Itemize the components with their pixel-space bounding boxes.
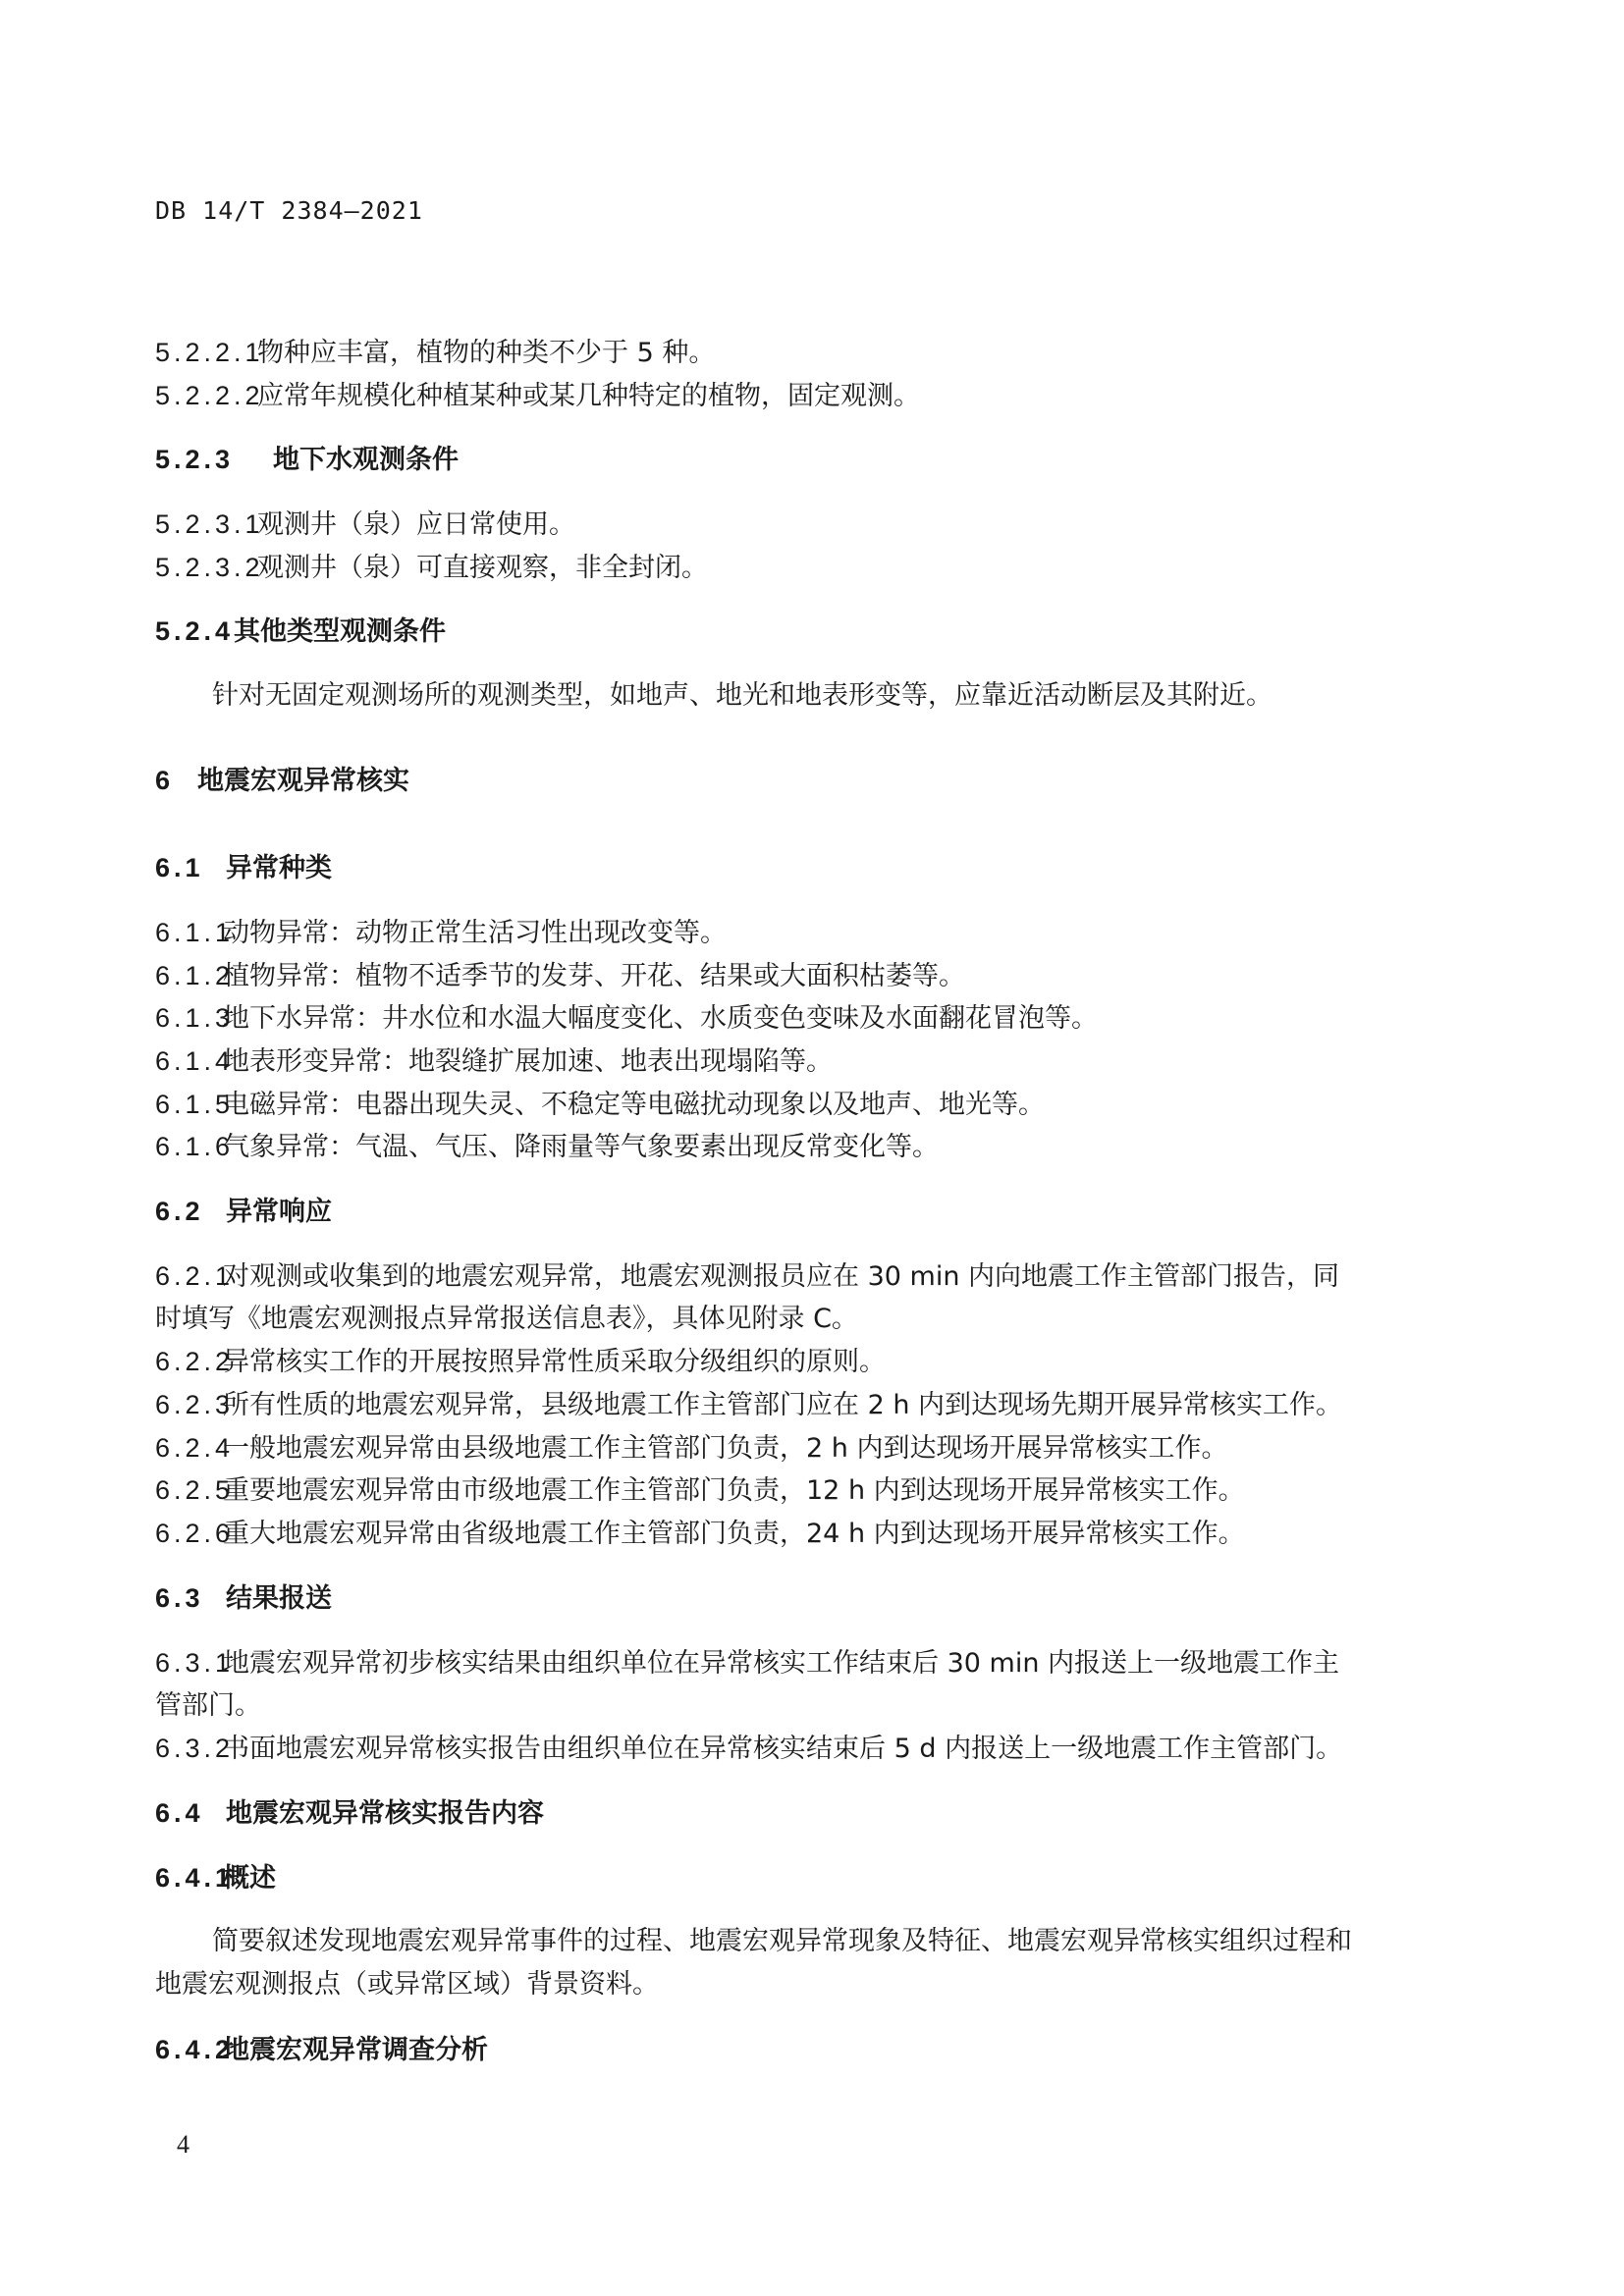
clause-number: 6.1.1 — [155, 918, 235, 947]
heading-6-4-1 — [155, 1862, 276, 1895]
clause-6-1-2 — [155, 960, 965, 992]
clause-6-2-1 — [155, 1260, 1339, 1293]
clause-6-1-4 — [155, 1045, 833, 1078]
clause-6-2-4 — [155, 1432, 1227, 1465]
heading-number: 6.1 — [155, 853, 204, 882]
clause-text: 观测井（泉）可直接观察，非全封闭。 — [257, 553, 708, 583]
heading-6-4-2 — [155, 2034, 488, 2066]
clause-number: 5.2.3.1 — [155, 509, 264, 539]
heading-number: 6 — [155, 766, 175, 795]
heading-6 — [155, 765, 409, 797]
heading-5-2-4 — [155, 615, 446, 648]
clause-text: 异常核实工作的开展按照异常性质采取分级组织的原则。 — [223, 1347, 886, 1377]
clause-text: 对观测或收集到的地震宏观异常，地震宏观测报员应在 30 min 内向地震工作主管部门报告，同 — [223, 1261, 1340, 1292]
clause-6-3-1 — [155, 1647, 1339, 1680]
clause-number: 5.2.2.2 — [155, 381, 264, 410]
heading-number: 6.3 — [155, 1583, 204, 1613]
document-header: DB 14/T 2384—2021 — [155, 196, 423, 225]
clause-6-1-1 — [155, 917, 727, 949]
heading-text: 异常响应 — [226, 1197, 332, 1227]
clause-text: 重要地震宏观异常由市级地震工作主管部门负责，12 h 内到达现场开展异常核实工作。 — [223, 1475, 1245, 1506]
clause-continuation: 管部门。 — [155, 1690, 261, 1721]
clause-text: 地下水异常：井水位和水温大幅度变化、水质变色变味及水面翻花冒泡等。 — [223, 1003, 1098, 1034]
clause-6-1-5 — [155, 1089, 1045, 1121]
heading-number: 6.4.1 — [155, 1863, 235, 1893]
clause-number: 6.3.2 — [155, 1734, 235, 1763]
clause-text: 电磁异常：电器出现失灵、不稳定等电磁扰动现象以及地声、地光等。 — [223, 1090, 1045, 1120]
heading-number: 6.2 — [155, 1197, 204, 1226]
heading-text: 地震宏观异常调查分析 — [223, 2035, 488, 2065]
clause-text: 物种应丰富，植物的种类不少于 5 种。 — [257, 338, 716, 368]
clause-number: 5.2.2.1 — [155, 338, 264, 367]
heading-text: 异常种类 — [226, 853, 332, 883]
clause-number: 6.1.5 — [155, 1090, 235, 1119]
heading-text: 地震宏观异常核实报告内容 — [226, 1798, 544, 1829]
clause-text: 应常年规模化种植某种或某几种特定的植物，固定观测。 — [257, 381, 920, 411]
heading-text: 概述 — [223, 1863, 276, 1894]
clause-text: 观测井（泉）应日常使用。 — [257, 509, 575, 540]
clause-number: 6.2.2 — [155, 1347, 235, 1376]
heading-text: 结果报送 — [226, 1583, 332, 1614]
clause-number: 6.2.4 — [155, 1433, 235, 1463]
clause-text: 所有性质的地震宏观异常，县级地震工作主管部门应在 2 h 内到达现场先期开展异常核实工作。 — [223, 1390, 1343, 1420]
clause-number: 6.1.4 — [155, 1046, 235, 1076]
clause-continuation: 时填写《地震宏观测报点异常报送信息表》，具体见附录 C。 — [155, 1304, 858, 1334]
clause-number: 6.3.1 — [155, 1648, 235, 1678]
clause-number: 6.2.6 — [155, 1519, 235, 1548]
clause-5-2-2-1 — [155, 337, 715, 369]
clause-number: 6.1.3 — [155, 1003, 235, 1033]
clause-text: 一般地震宏观异常由县级地震工作主管部门负责，2 h 内到达现场开展异常核实工作。 — [223, 1433, 1228, 1464]
clause-number: 6.2.3 — [155, 1390, 235, 1419]
paragraph-continuation: 地震宏观测报点（或异常区域）背景资料。 — [155, 1969, 659, 2000]
clause-text: 气象异常：气温、气压、降雨量等气象要素出现反常变化等。 — [223, 1132, 939, 1162]
heading-text: 地下水观测条件 — [273, 445, 459, 475]
heading-text: 地震宏观异常核实 — [197, 766, 409, 796]
clause-5-2-2-2 — [155, 380, 920, 412]
clause-text: 书面地震宏观异常核实报告由组织单位在异常核实结束后 5 d 内报送上一级地震工作主管部门。 — [223, 1734, 1343, 1764]
clause-5-2-3-1 — [155, 508, 575, 541]
heading-text: 其他类型观测条件 — [234, 616, 446, 647]
clause-number: 5.2.3.2 — [155, 553, 264, 582]
clause-text: 地表形变异常：地裂缝扩展加速、地表出现塌陷等。 — [223, 1046, 833, 1077]
clause-6-2-2 — [155, 1346, 886, 1378]
clause-6-2-6 — [155, 1518, 1245, 1550]
clause-text: 地震宏观异常初步核实结果由组织单位在异常核实工作结束后 30 min 内报送上一级地震工作主 — [223, 1648, 1340, 1679]
clause-number: 6.2.1 — [155, 1261, 235, 1291]
clause-6-1-3 — [155, 1002, 1098, 1035]
clause-6-2-5 — [155, 1474, 1245, 1507]
clause-6-3-2 — [155, 1733, 1342, 1765]
clause-number: 6.1.6 — [155, 1132, 235, 1161]
clause-6-2-3 — [155, 1389, 1342, 1421]
clause-number: 6.1.2 — [155, 961, 235, 990]
heading-6-4 — [155, 1797, 544, 1830]
clause-5-2-3-2 — [155, 552, 708, 584]
heading-number: 5.2.4 — [155, 616, 235, 646]
heading-number: 6.4.2 — [155, 2035, 235, 2064]
clause-text: 重大地震宏观异常由省级地震工作主管部门负责，24 h 内到达现场开展异常核实工作。 — [223, 1519, 1245, 1549]
heading-number: 5.2.3 — [155, 445, 235, 474]
paragraph: 简要叙述发现地震宏观异常事件的过程、地震宏观异常现象及特征、地震宏观异常核实组织过程和 — [212, 1926, 1352, 1956]
heading-6-3 — [155, 1582, 332, 1615]
clause-6-1-6 — [155, 1131, 939, 1163]
heading-5-2-3 — [155, 444, 459, 476]
heading-number: 6.4 — [155, 1798, 204, 1828]
heading-6-2 — [155, 1196, 332, 1228]
paragraph: 针对无固定观测场所的观测类型，如地声、地光和地表形变等，应靠近活动断层及其附近。 — [212, 680, 1272, 711]
heading-6-1 — [155, 852, 332, 884]
page-number: 4 — [177, 2130, 189, 2159]
clause-text: 植物异常：植物不适季节的发芽、开花、结果或大面积枯萎等。 — [223, 961, 965, 991]
clause-text: 动物异常：动物正常生活习性出现改变等。 — [223, 918, 727, 948]
clause-number: 6.2.5 — [155, 1475, 235, 1505]
